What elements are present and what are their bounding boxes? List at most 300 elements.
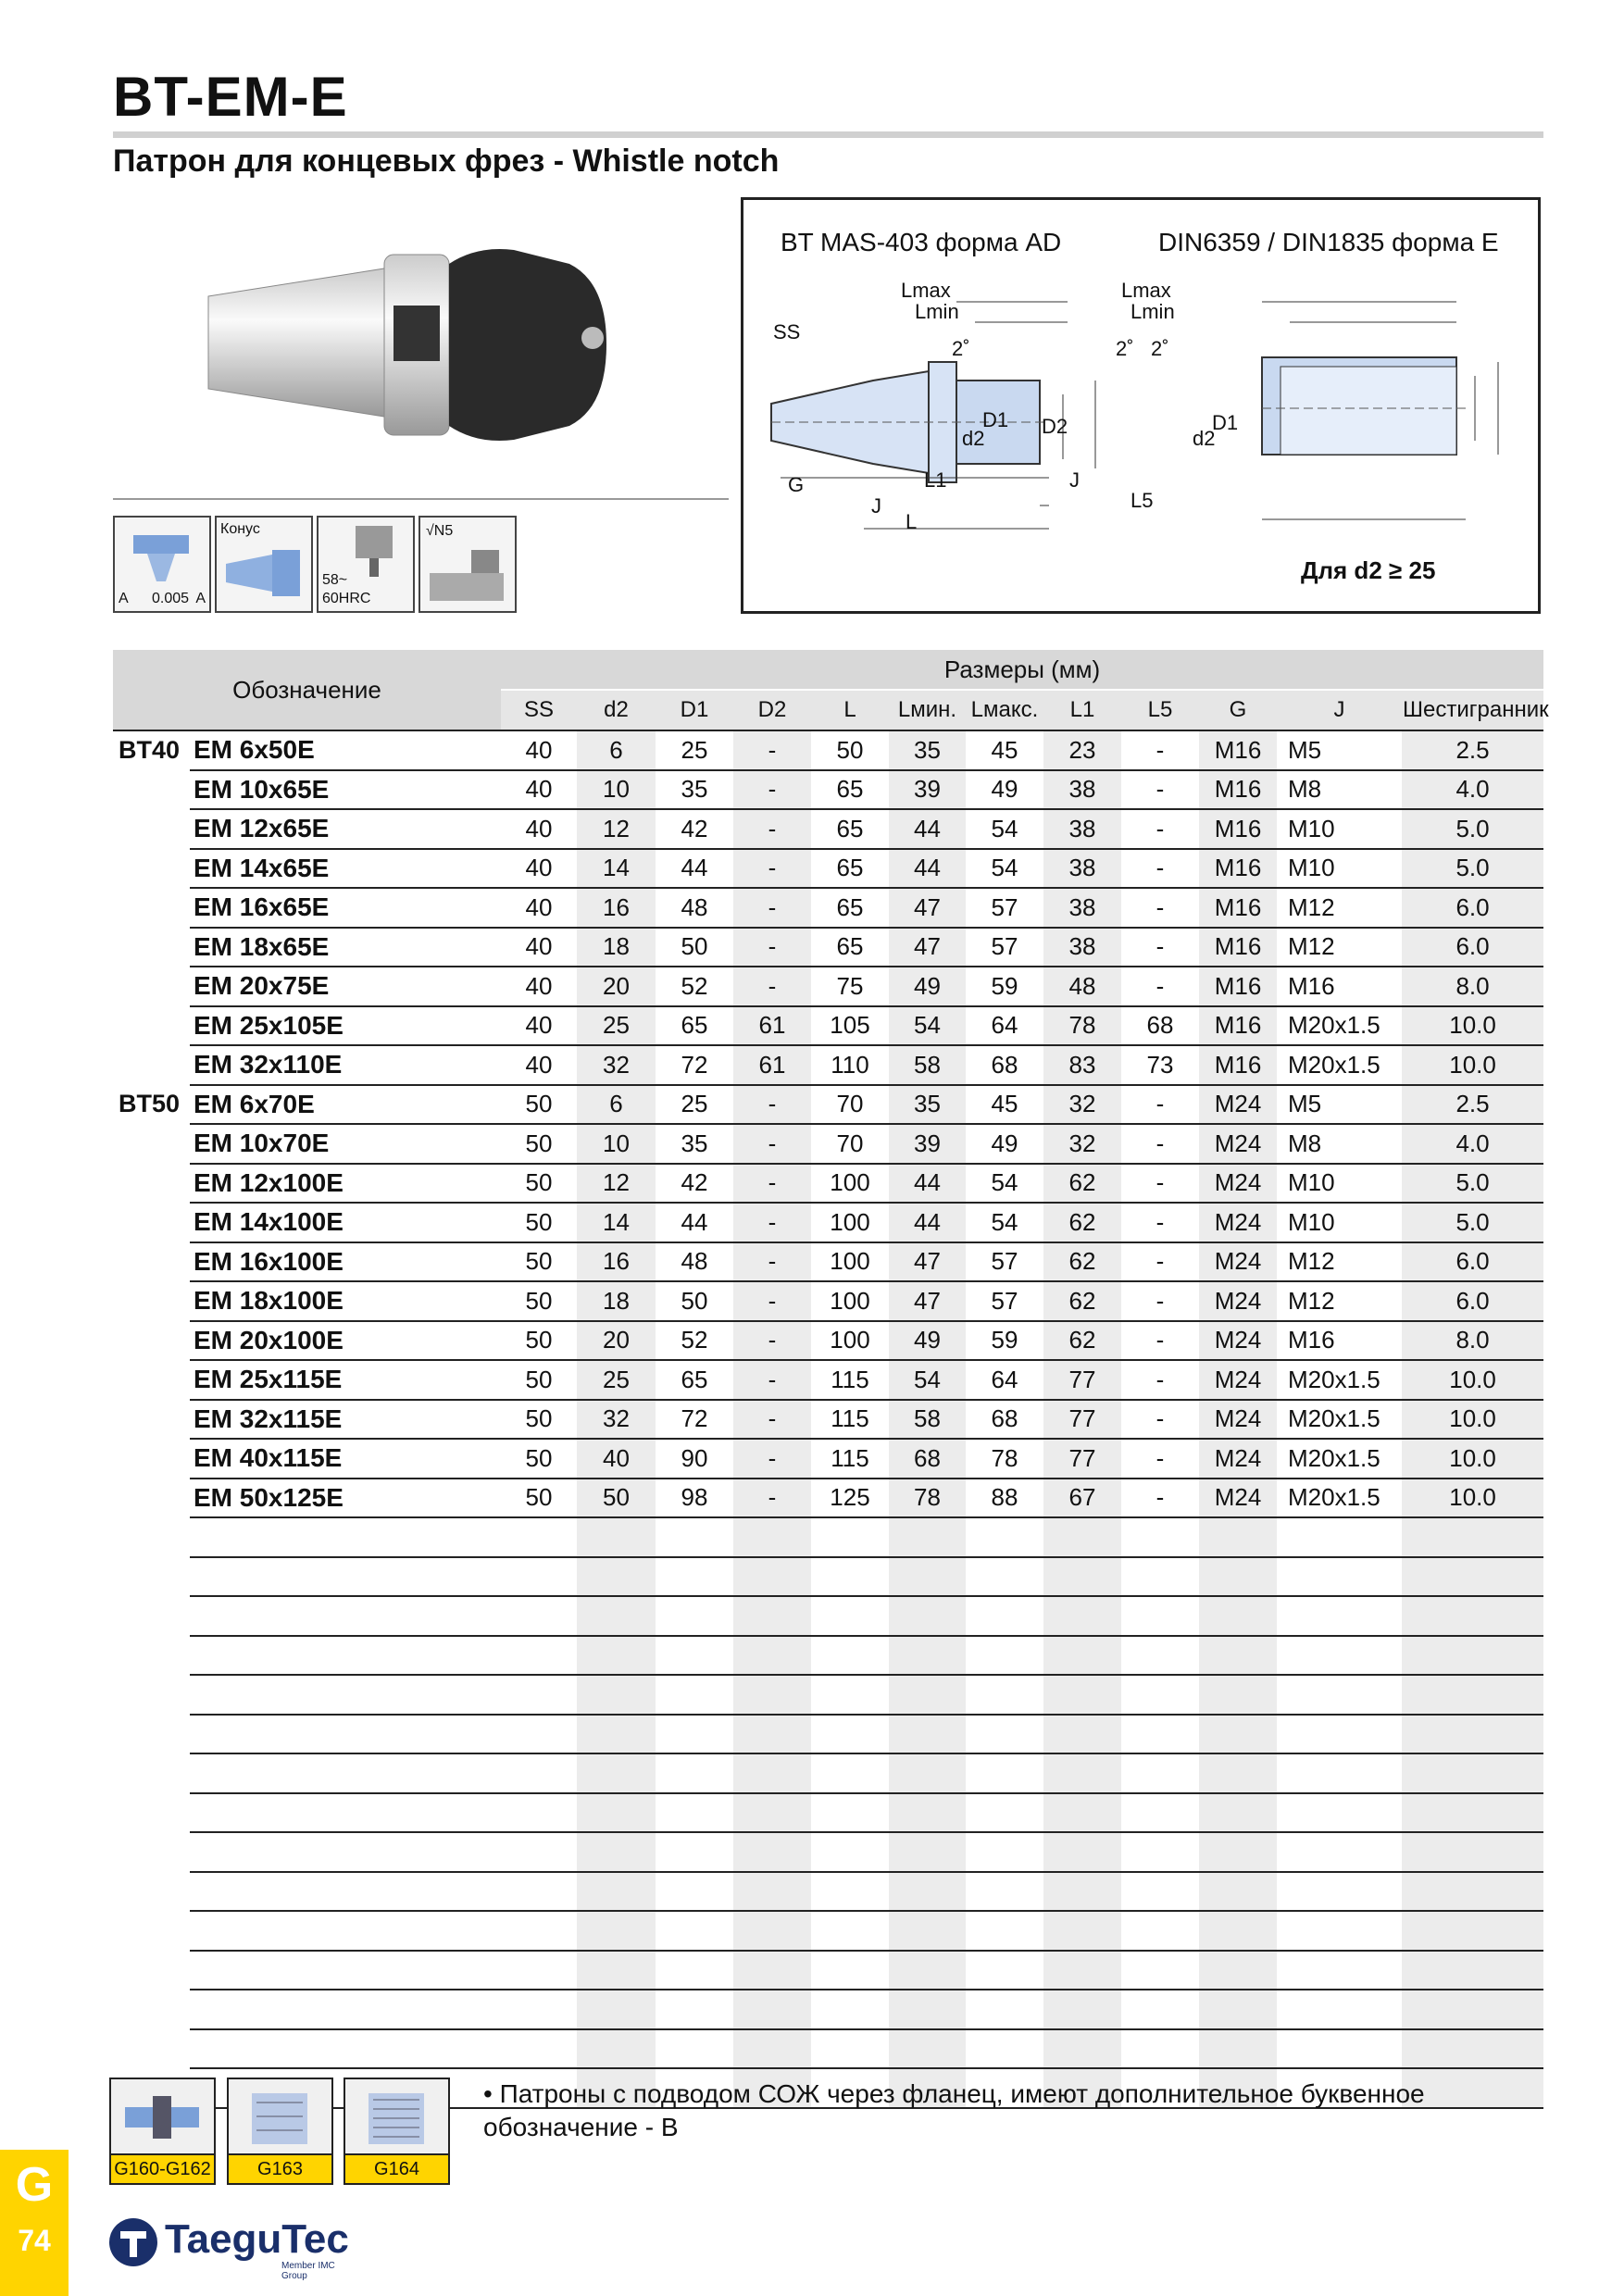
value-cell: 40 — [501, 770, 577, 810]
column-header: SS — [501, 690, 577, 730]
value-cell: M20x1.5 — [1277, 1006, 1402, 1046]
column-header: Шестигранник — [1402, 690, 1543, 730]
column-header: L — [811, 690, 889, 730]
empty-row — [113, 2029, 1543, 2069]
designation-cell: EM 32x115E — [190, 1400, 501, 1440]
value-cell: 25 — [656, 1085, 733, 1125]
taper-icon: Конус — [215, 516, 313, 613]
runout-icon: A 0.005 A — [113, 516, 211, 613]
empty-row — [113, 1753, 1543, 1793]
value-cell: M16 — [1277, 967, 1402, 1006]
value-cell: 5.0 — [1402, 809, 1543, 849]
value-cell: - — [1121, 849, 1199, 889]
value-cell: - — [733, 770, 811, 810]
value-cell: 65 — [811, 809, 889, 849]
column-header: D1 — [656, 690, 733, 730]
value-cell: 70 — [811, 1085, 889, 1125]
value-cell: 12 — [577, 809, 656, 849]
table-row — [113, 809, 1543, 849]
value-cell: 25 — [577, 1360, 656, 1400]
value-cell: 44 — [656, 1203, 733, 1242]
value-cell: 98 — [656, 1479, 733, 1518]
value-cell: 38 — [1043, 770, 1121, 810]
right-drawing-title: DIN6359 / DIN1835 форма E — [1158, 228, 1499, 256]
value-cell: 59 — [966, 967, 1043, 1006]
value-cell: M24 — [1199, 1360, 1277, 1400]
value-cell: 54 — [889, 1360, 966, 1400]
value-cell: 68 — [966, 1045, 1043, 1085]
value-cell: M20x1.5 — [1277, 1400, 1402, 1440]
value-cell: 100 — [811, 1321, 889, 1361]
value-cell: 77 — [1043, 1360, 1121, 1400]
value-cell: M24 — [1199, 1439, 1277, 1479]
value-cell: 44 — [889, 809, 966, 849]
ref-label-2: G163 — [229, 2153, 331, 2183]
value-cell: 50 — [501, 1400, 577, 1440]
value-cell: 40 — [501, 888, 577, 928]
value-cell: 35 — [889, 1085, 966, 1125]
value-cell: 10 — [577, 770, 656, 810]
value-cell: 10.0 — [1402, 1006, 1543, 1046]
value-cell: M24 — [1199, 1479, 1277, 1518]
value-cell: 6.0 — [1402, 928, 1543, 967]
value-cell: 48 — [656, 888, 733, 928]
value-cell: 61 — [733, 1045, 811, 1085]
value-cell: 58 — [889, 1045, 966, 1085]
empty-row — [113, 1951, 1543, 1990]
value-cell: - — [1121, 1242, 1199, 1282]
value-cell: 20 — [577, 967, 656, 1006]
value-cell: - — [733, 1203, 811, 1242]
value-cell: 77 — [1043, 1400, 1121, 1440]
value-cell: 65 — [811, 928, 889, 967]
value-cell: 10.0 — [1402, 1479, 1543, 1518]
value-cell: 78 — [966, 1439, 1043, 1479]
table-row — [113, 1281, 1543, 1321]
drawing-note: Для d2 ≥ 25 — [1301, 556, 1436, 584]
value-cell: 40 — [501, 928, 577, 967]
value-cell: 44 — [656, 849, 733, 889]
taegutec-logo: TaeguTec Member IMC Group — [106, 2215, 346, 2270]
value-cell: 88 — [966, 1479, 1043, 1518]
value-cell: 47 — [889, 888, 966, 928]
ref-pull-stud-icon — [109, 2078, 216, 2185]
value-cell: 49 — [889, 967, 966, 1006]
value-cell: 50 — [501, 1164, 577, 1204]
value-cell: 100 — [811, 1242, 889, 1282]
value-cell: 18 — [577, 928, 656, 967]
value-cell: 44 — [889, 849, 966, 889]
value-cell: 23 — [1043, 730, 1121, 770]
value-cell: - — [733, 967, 811, 1006]
value-cell: 6 — [577, 730, 656, 770]
value-cell: 59 — [966, 1321, 1043, 1361]
designation-cell: EM 10x70E — [190, 1124, 501, 1164]
value-cell: M10 — [1277, 1164, 1402, 1204]
value-cell: 5.0 — [1402, 849, 1543, 889]
value-cell: 49 — [889, 1321, 966, 1361]
value-cell: 54 — [966, 849, 1043, 889]
table-row — [113, 1321, 1543, 1361]
value-cell: - — [733, 928, 811, 967]
empty-row — [113, 1990, 1543, 2029]
value-cell: 44 — [889, 1164, 966, 1204]
value-cell: M5 — [1277, 1085, 1402, 1125]
empty-row — [113, 1911, 1543, 1951]
value-cell: M10 — [1277, 849, 1402, 889]
value-cell: 40 — [501, 730, 577, 770]
value-cell: 57 — [966, 888, 1043, 928]
value-cell: 32 — [577, 1045, 656, 1085]
value-cell: 62 — [1043, 1281, 1121, 1321]
value-cell: 35 — [656, 770, 733, 810]
surface-finish-icon: √N5 — [418, 516, 517, 613]
title-rule — [113, 131, 1543, 138]
value-cell: 115 — [811, 1360, 889, 1400]
value-cell: 5.0 — [1402, 1203, 1543, 1242]
designation-cell: EM 16x100E — [190, 1242, 501, 1282]
table-row — [113, 730, 1543, 770]
value-cell: M20x1.5 — [1277, 1439, 1402, 1479]
designation-cell: EM 6x70E — [190, 1085, 501, 1125]
value-cell: 57 — [966, 1281, 1043, 1321]
value-cell: - — [733, 1439, 811, 1479]
value-cell: - — [1121, 1085, 1199, 1125]
page-subtitle: Патрон для концевых фрез - Whistle notch — [113, 144, 780, 179]
value-cell: 50 — [501, 1203, 577, 1242]
value-cell: 50 — [501, 1321, 577, 1361]
value-cell: 52 — [656, 1321, 733, 1361]
value-cell: 16 — [577, 1242, 656, 1282]
designation-cell: EM 25x105E — [190, 1006, 501, 1046]
value-cell: - — [1121, 1281, 1199, 1321]
table-row — [113, 1242, 1543, 1282]
value-cell: - — [1121, 1400, 1199, 1440]
value-cell: - — [1121, 1360, 1199, 1400]
value-cell: 4.0 — [1402, 1124, 1543, 1164]
value-cell: 20 — [577, 1321, 656, 1361]
table-row — [113, 1360, 1543, 1400]
value-cell: - — [733, 1242, 811, 1282]
value-cell: 65 — [811, 849, 889, 889]
table-row — [113, 1006, 1543, 1046]
designation-cell: EM 10x65E — [190, 770, 501, 810]
value-cell: 4.0 — [1402, 770, 1543, 810]
value-cell: 25 — [577, 1006, 656, 1046]
value-cell: 47 — [889, 1242, 966, 1282]
value-cell: M12 — [1277, 1281, 1402, 1321]
value-cell: M16 — [1199, 770, 1277, 810]
value-cell: 6.0 — [1402, 1281, 1543, 1321]
empty-row — [113, 1636, 1543, 1676]
value-cell: M12 — [1277, 928, 1402, 967]
value-cell: 40 — [501, 1006, 577, 1046]
product-photo — [199, 236, 625, 454]
value-cell: 45 — [966, 730, 1043, 770]
value-cell: 40 — [501, 967, 577, 1006]
value-cell: 39 — [889, 770, 966, 810]
designation-cell: EM 20x100E — [190, 1321, 501, 1361]
value-cell: M16 — [1199, 809, 1277, 849]
value-cell: 50 — [501, 1124, 577, 1164]
value-cell: M24 — [1199, 1321, 1277, 1361]
value-cell: 8.0 — [1402, 1321, 1543, 1361]
value-cell: M24 — [1199, 1124, 1277, 1164]
value-cell: 49 — [966, 1124, 1043, 1164]
value-cell: 50 — [501, 1360, 577, 1400]
value-cell: - — [1121, 1124, 1199, 1164]
value-cell: M24 — [1199, 1203, 1277, 1242]
designation-cell: EM 50x125E — [190, 1479, 501, 1518]
value-cell: 100 — [811, 1281, 889, 1321]
page-number: 74 — [18, 2224, 51, 2257]
designation-cell: EM 14x65E — [190, 849, 501, 889]
value-cell: - — [1121, 888, 1199, 928]
table-row — [113, 1479, 1543, 1518]
value-cell: 73 — [1121, 1045, 1199, 1085]
value-cell: 50 — [577, 1479, 656, 1518]
value-cell: - — [733, 1124, 811, 1164]
value-cell: 125 — [811, 1479, 889, 1518]
value-cell: - — [733, 1321, 811, 1361]
value-cell: 8.0 — [1402, 967, 1543, 1006]
empty-row — [113, 1557, 1543, 1597]
value-cell: 40 — [501, 849, 577, 889]
value-cell: 35 — [889, 730, 966, 770]
value-cell: M24 — [1199, 1400, 1277, 1440]
column-header: D2 — [733, 690, 811, 730]
value-cell: 32 — [577, 1400, 656, 1440]
table-row — [113, 1203, 1543, 1242]
ref-screw-icon — [227, 2078, 333, 2185]
photo-divider — [113, 498, 729, 500]
empty-row — [113, 1517, 1543, 1557]
value-cell: 90 — [656, 1439, 733, 1479]
value-cell: M16 — [1199, 888, 1277, 928]
series-label: BT50 — [119, 1090, 181, 1118]
value-cell: 10.0 — [1402, 1045, 1543, 1085]
hardness-icon: 58~ 60HRC — [317, 516, 415, 613]
value-cell: 2.5 — [1402, 1085, 1543, 1125]
value-cell: 100 — [811, 1164, 889, 1204]
value-cell: 42 — [656, 809, 733, 849]
value-cell: 14 — [577, 849, 656, 889]
value-cell: - — [733, 1479, 811, 1518]
value-cell: M16 — [1199, 1006, 1277, 1046]
value-cell: 42 — [656, 1164, 733, 1204]
value-cell: M8 — [1277, 1124, 1402, 1164]
value-cell: 115 — [811, 1400, 889, 1440]
value-cell: 65 — [656, 1360, 733, 1400]
value-cell: 105 — [811, 1006, 889, 1046]
value-cell: 38 — [1043, 809, 1121, 849]
value-cell: 25 — [656, 730, 733, 770]
value-cell: M20x1.5 — [1277, 1360, 1402, 1400]
value-cell: 70 — [811, 1124, 889, 1164]
value-cell: - — [1121, 1439, 1199, 1479]
value-cell: 44 — [889, 1203, 966, 1242]
value-cell: - — [733, 1085, 811, 1125]
ref-label-1: G160-G162 — [111, 2153, 214, 2183]
value-cell: 57 — [966, 1242, 1043, 1282]
value-cell: - — [1121, 809, 1199, 849]
technical-drawing: BT MAS-403 форма AD DIN6359 / DIN1835 форма E SS G J L L1 Lmax Lmin 2˚ D1 d2 Lmax Lmin 2˚ 2˚ D2 d2 D1 J L5 Для d2 ≥ 25 — [741, 197, 1541, 614]
value-cell: 65 — [656, 1006, 733, 1046]
empty-row — [113, 1675, 1543, 1715]
value-cell: M10 — [1277, 1203, 1402, 1242]
value-cell: 54 — [966, 809, 1043, 849]
designation-cell: EM 20x75E — [190, 967, 501, 1006]
value-cell: M16 — [1199, 1045, 1277, 1085]
value-cell: 50 — [501, 1085, 577, 1125]
table-row — [113, 1439, 1543, 1479]
designation-cell: EM 40x115E — [190, 1439, 501, 1479]
value-cell: 62 — [1043, 1203, 1121, 1242]
value-cell: 48 — [656, 1242, 733, 1282]
table-row — [113, 1124, 1543, 1164]
value-cell: 47 — [889, 1281, 966, 1321]
value-cell: M24 — [1199, 1085, 1277, 1125]
empty-row — [113, 1793, 1543, 1833]
value-cell: 40 — [501, 1045, 577, 1085]
value-cell: 6.0 — [1402, 1242, 1543, 1282]
section-letter: G — [15, 2158, 54, 2212]
dimensions-group-header: Размеры (мм) — [501, 650, 1543, 690]
column-header: Lмакс. — [966, 690, 1043, 730]
value-cell: - — [733, 1281, 811, 1321]
value-cell: M16 — [1199, 730, 1277, 770]
value-cell: 54 — [966, 1203, 1043, 1242]
designation-header: Обозначение — [113, 650, 501, 730]
value-cell: - — [1121, 1479, 1199, 1518]
table-row — [113, 967, 1543, 1006]
value-cell: 5.0 — [1402, 1164, 1543, 1204]
table-row — [113, 888, 1543, 928]
value-cell: M16 — [1277, 1321, 1402, 1361]
value-cell: 115 — [811, 1439, 889, 1479]
empty-row — [113, 1872, 1543, 1912]
value-cell: 50 — [501, 1242, 577, 1282]
value-cell: 83 — [1043, 1045, 1121, 1085]
value-cell: - — [733, 809, 811, 849]
value-cell: 72 — [656, 1400, 733, 1440]
series-label: BT40 — [119, 736, 181, 765]
value-cell: 10.0 — [1402, 1360, 1543, 1400]
section-tab — [0, 2150, 69, 2296]
designation-cell: EM 6x50E — [190, 730, 501, 770]
value-cell: 10 — [577, 1124, 656, 1164]
value-cell: 48 — [1043, 967, 1121, 1006]
value-cell: 75 — [811, 967, 889, 1006]
value-cell: M12 — [1277, 888, 1402, 928]
value-cell: 38 — [1043, 928, 1121, 967]
value-cell: 40 — [501, 809, 577, 849]
value-cell: 62 — [1043, 1321, 1121, 1361]
value-cell: M5 — [1277, 730, 1402, 770]
value-cell: 72 — [656, 1045, 733, 1085]
value-cell: 52 — [656, 967, 733, 1006]
designation-cell: EM 32x110E — [190, 1045, 501, 1085]
value-cell: 18 — [577, 1281, 656, 1321]
value-cell: M24 — [1199, 1242, 1277, 1282]
table-row — [113, 1400, 1543, 1440]
value-cell: - — [733, 730, 811, 770]
value-cell: 16 — [577, 888, 656, 928]
column-header: d2 — [577, 690, 656, 730]
value-cell: 64 — [966, 1006, 1043, 1046]
value-cell: 68 — [1121, 1006, 1199, 1046]
empty-row — [113, 1715, 1543, 1754]
value-cell: 67 — [1043, 1479, 1121, 1518]
table-row — [113, 770, 1543, 810]
value-cell: M16 — [1199, 849, 1277, 889]
designation-cell: EM 12x100E — [190, 1164, 501, 1204]
value-cell: 2.5 — [1402, 730, 1543, 770]
empty-row — [113, 1832, 1543, 1872]
table-row — [113, 1164, 1543, 1204]
value-cell: 65 — [811, 888, 889, 928]
value-cell: M20x1.5 — [1277, 1479, 1402, 1518]
value-cell: - — [1121, 967, 1199, 1006]
value-cell: 68 — [966, 1400, 1043, 1440]
value-cell: - — [1121, 1164, 1199, 1204]
value-cell: 39 — [889, 1124, 966, 1164]
table-row — [113, 1085, 1543, 1125]
value-cell: 78 — [1043, 1006, 1121, 1046]
column-header: L1 — [1043, 690, 1121, 730]
coolant-note: • Патроны с подводом СОЖ через фланец, имеют дополнительное буквенное обозначение - B — [483, 2079, 1425, 2141]
value-cell: 50 — [501, 1281, 577, 1321]
dimensions-table — [113, 650, 1549, 2109]
value-cell: 12 — [577, 1164, 656, 1204]
value-cell: M10 — [1277, 809, 1402, 849]
value-cell: 68 — [889, 1439, 966, 1479]
value-cell: - — [733, 888, 811, 928]
value-cell: M12 — [1277, 1242, 1402, 1282]
value-cell: M8 — [1277, 770, 1402, 810]
value-cell: 62 — [1043, 1164, 1121, 1204]
value-cell: - — [1121, 730, 1199, 770]
value-cell: 38 — [1043, 888, 1121, 928]
table-row — [113, 849, 1543, 889]
value-cell: 54 — [889, 1006, 966, 1046]
value-cell: 50 — [501, 1479, 577, 1518]
value-cell: 57 — [966, 928, 1043, 967]
column-header: G — [1199, 690, 1277, 730]
value-cell: - — [733, 1360, 811, 1400]
value-cell: M20x1.5 — [1277, 1045, 1402, 1085]
value-cell: 61 — [733, 1006, 811, 1046]
value-cell: M16 — [1199, 967, 1277, 1006]
ref-label-3: G164 — [345, 2153, 448, 2183]
value-cell: M24 — [1199, 1281, 1277, 1321]
value-cell: - — [733, 1164, 811, 1204]
value-cell: 10.0 — [1402, 1439, 1543, 1479]
designation-cell: EM 16x65E — [190, 888, 501, 928]
value-cell: 65 — [811, 770, 889, 810]
value-cell: M16 — [1199, 928, 1277, 967]
table-row — [113, 928, 1543, 967]
value-cell: 6.0 — [1402, 888, 1543, 928]
value-cell: 47 — [889, 928, 966, 967]
value-cell: 77 — [1043, 1439, 1121, 1479]
designation-cell: EM 25x115E — [190, 1360, 501, 1400]
designation-cell: EM 12x65E — [190, 809, 501, 849]
value-cell: - — [1121, 1321, 1199, 1361]
value-cell: 100 — [811, 1203, 889, 1242]
value-cell: - — [733, 849, 811, 889]
left-drawing-title: BT MAS-403 форма AD — [781, 228, 1062, 256]
